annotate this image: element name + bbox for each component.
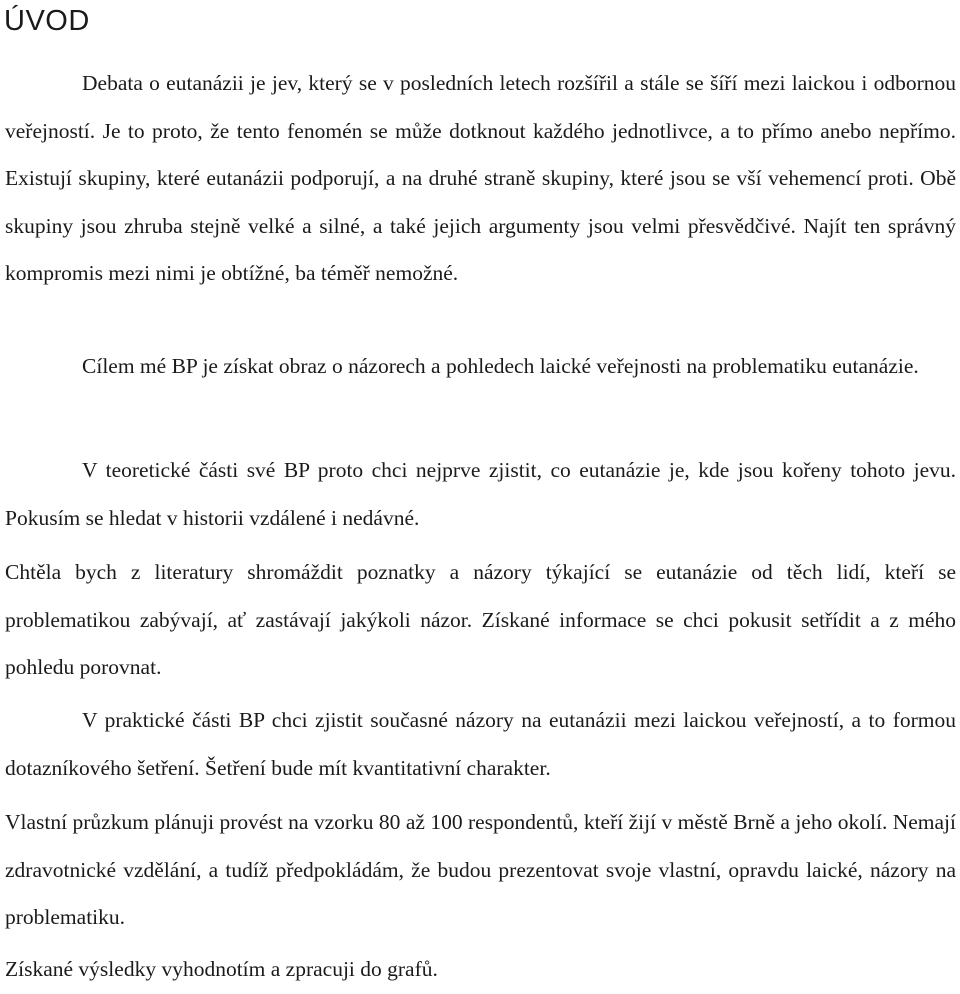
paragraph-literature: Chtěla bych z literatury shromáždit poznatky a názory týkající se eutanázie od těch lidí, kteří se problematikou zabývají, ať zastávají jakýkoli názor. Získané informace se chci pokusit setřídit a z mého pohledu porovnat.: [5, 560, 956, 679]
paragraph-results: Získané výsledky vyhodnotím a zpracuji do grafů.: [5, 957, 438, 981]
paragraph-practical-part: V praktické části BP chci zjistit současné názory na eutanázii mezi laickou veřejností, a to formou dotazníkového šetření. Šetření bude mít kvantitativní charakter.: [5, 708, 956, 780]
paragraph-theoretical-part: V teoretické části své BP proto chci nejprve zjistit, co eutanázie je, kde jsou kořeny tohoto jevu. Pokusím se hledat v historii vzdálené i nedávné.: [5, 458, 956, 530]
section-heading: ÚVOD: [4, 5, 90, 37]
paragraph-intro-debate: Debata o eutanázii je jev, který se v posledních letech rozšířil a stále se šíří mezi laickou i odbornou veřejností. Je to proto, že tento fenomén se může dotknout každého jednotlivce, a to přímo anebo nepřímo. Existují skupiny, které eutanázii podporují, a na druhé straně skupiny, které jsou se vší vehemencí proti. Obě skupiny jsou zhruba stejně velké a silné, a také jejich argumenty jsou velmi přesvědčivé. Najít ten správný kompromis mezi nimi je obtížné, ba téměř nemožné.: [5, 71, 956, 285]
paragraph-goal: Cílem mé BP je získat obraz o názorech a pohledech laické veřejnosti na problematiku eutanázie.: [82, 354, 919, 378]
paragraph-survey-plan: Vlastní průzkum plánuji provést na vzorku 80 až 100 respondentů, kteří žijí v městě Brně a jeho okolí. Nemají zdravotnické vzdělání, a tudíž předpokládám, že budou prezentovat svoje vlastní, opravdu laické, názory na problematiku.: [5, 810, 956, 929]
